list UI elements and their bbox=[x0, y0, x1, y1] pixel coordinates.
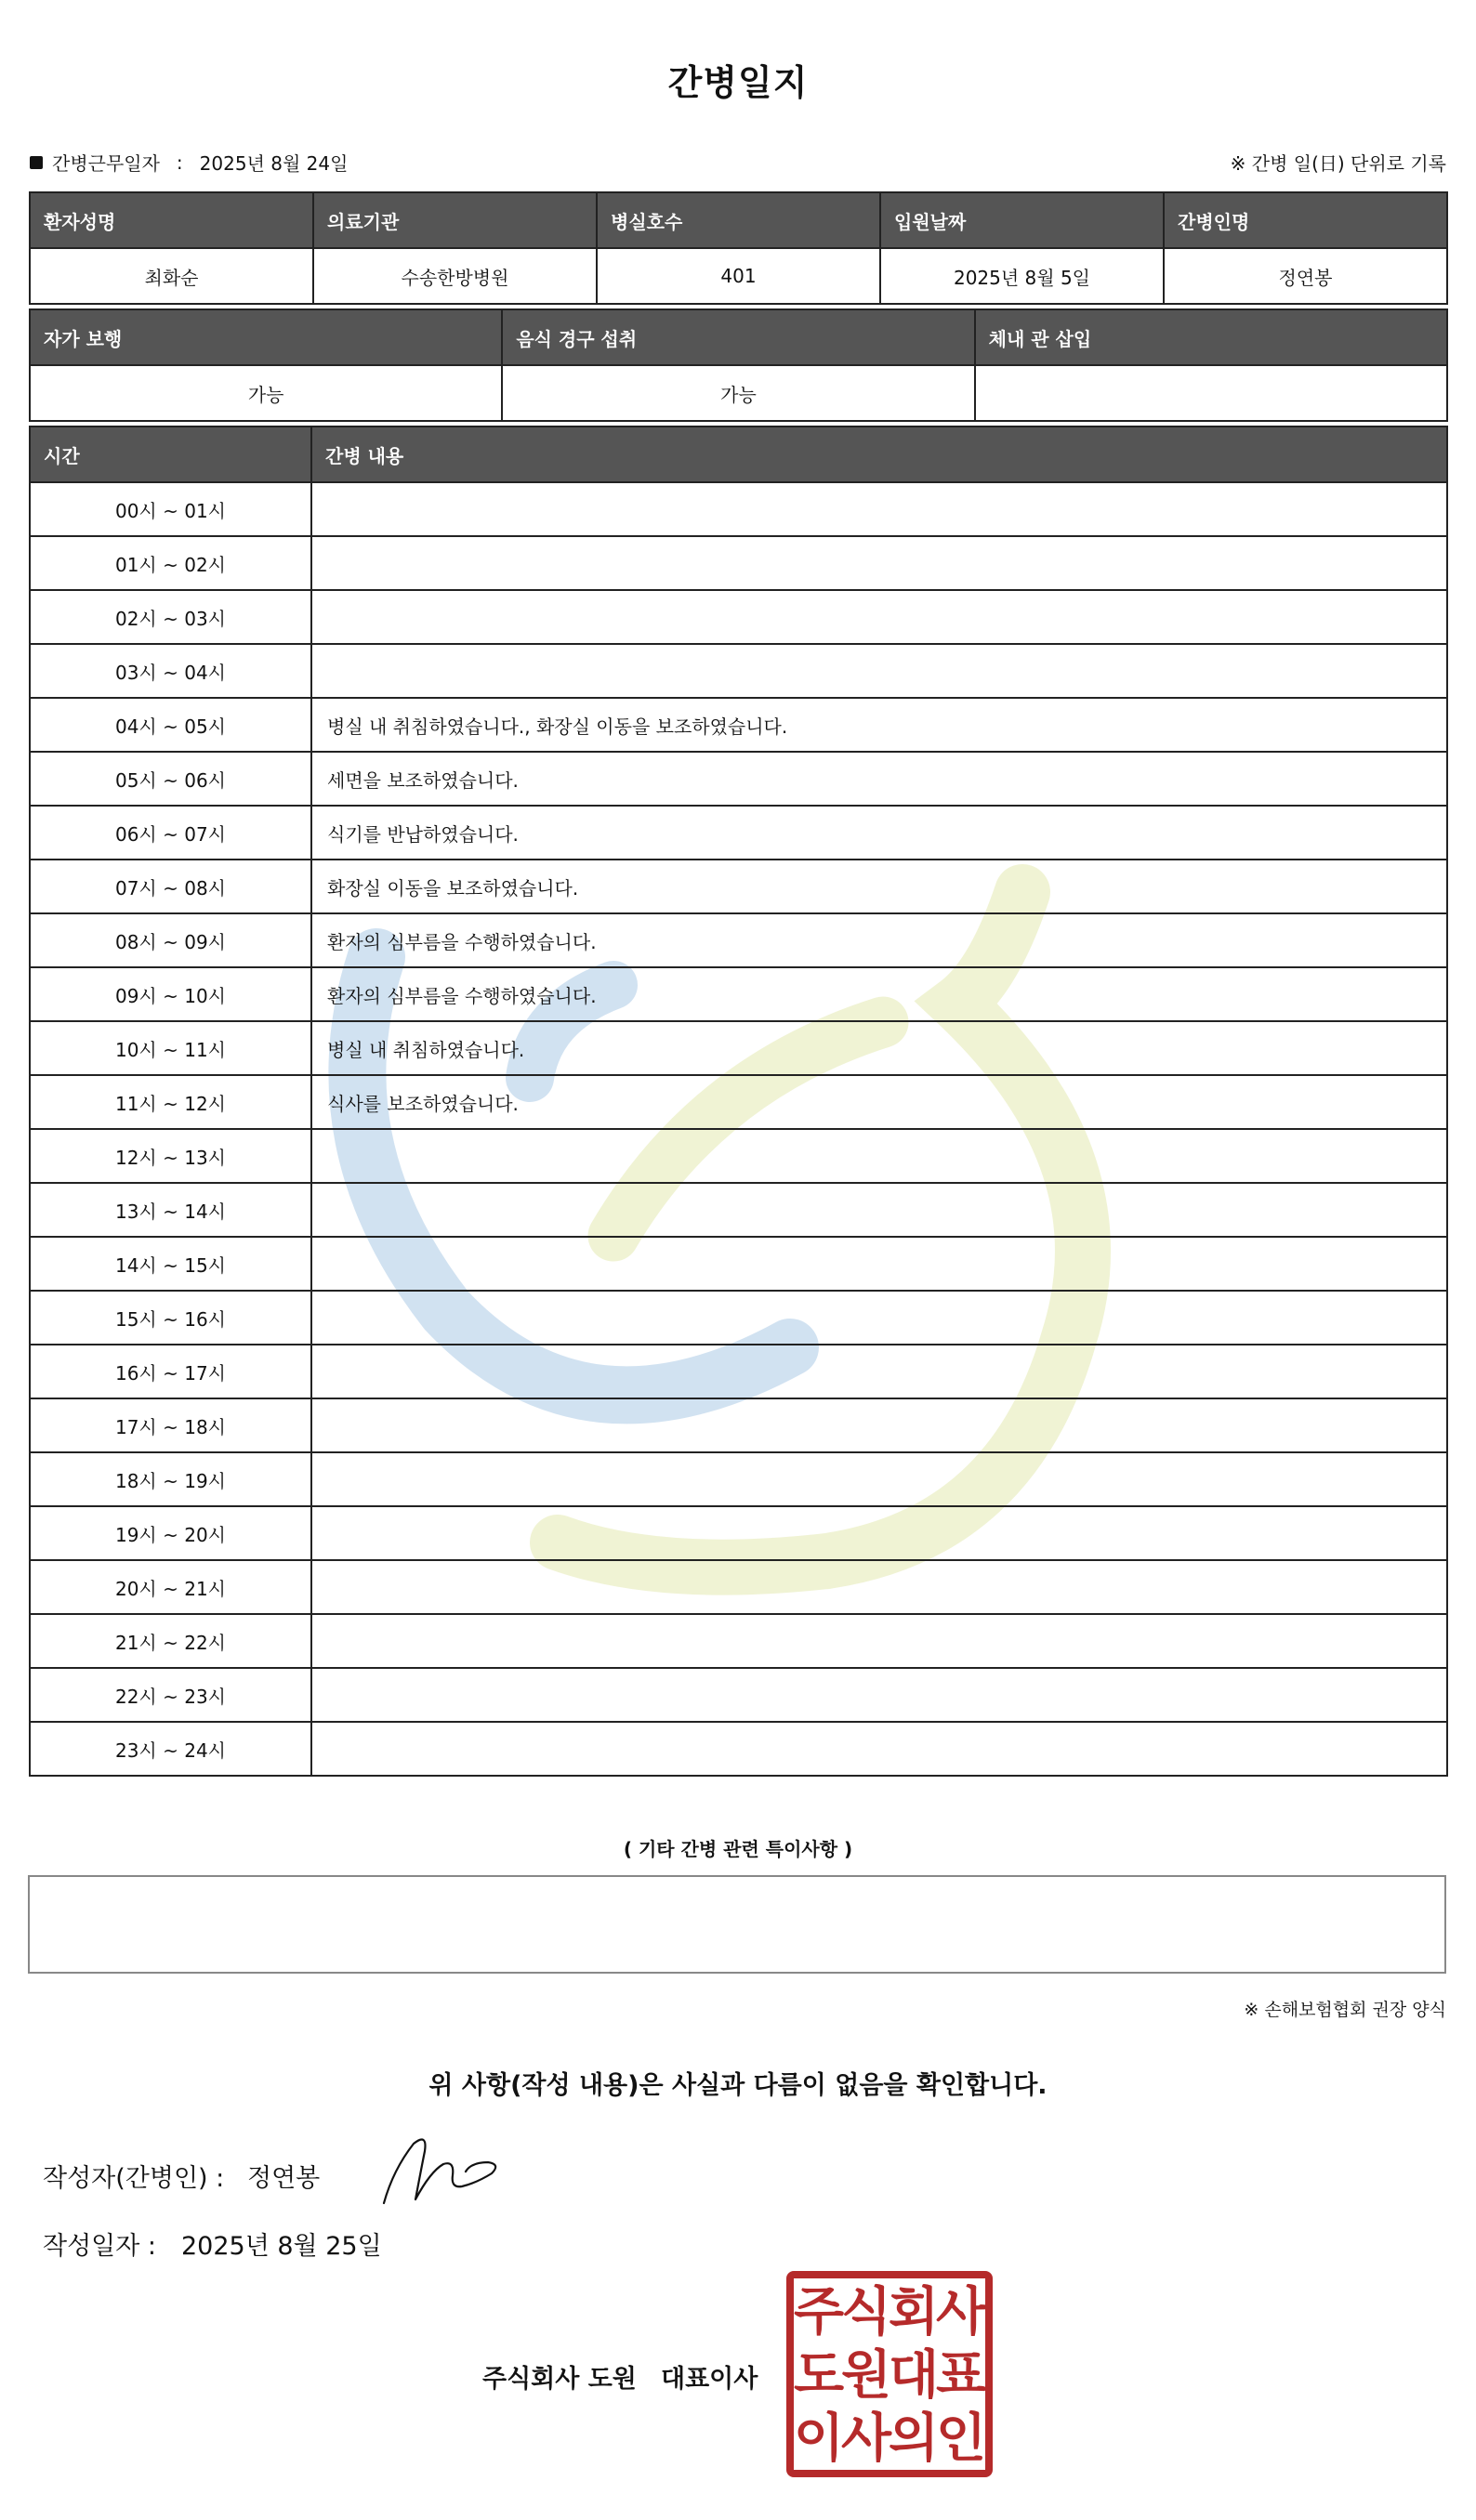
care-log-row bbox=[30, 1614, 1447, 1668]
care-log-row bbox=[30, 967, 1447, 1021]
care-log-content: 병실 내 취침하였습니다., 화장실 이동을 보조하였습니다. bbox=[311, 698, 1447, 752]
care-log-row bbox=[30, 1129, 1447, 1183]
header-patient-name: 환자성명 bbox=[30, 192, 313, 248]
care-log-time: 13시 ~ 14시 bbox=[30, 1183, 311, 1237]
work-date-label: 간병근무일자 bbox=[52, 152, 160, 175]
care-log-time: 15시 ~ 16시 bbox=[30, 1291, 311, 1345]
care-log-time: 23시 ~ 24시 bbox=[30, 1722, 311, 1776]
care-log-time: 17시 ~ 18시 bbox=[30, 1398, 311, 1452]
care-log-content bbox=[311, 1506, 1447, 1560]
care-log-content bbox=[311, 1560, 1447, 1614]
care-log-row bbox=[30, 1722, 1447, 1776]
confirmation-statement: 위 사항(작성 내용)은 사실과 다름이 없음을 확인합니다. bbox=[428, 2071, 1048, 2100]
oral-intake-value: 가능 bbox=[502, 365, 974, 421]
room-number-value: 401 bbox=[597, 248, 880, 304]
care-log-body bbox=[30, 482, 1447, 1776]
care-log-row bbox=[30, 1345, 1447, 1398]
patient-info-header-row bbox=[30, 192, 1447, 248]
header-hospital: 의료기관 bbox=[313, 192, 597, 248]
header-oral-intake: 음식 경구 섭취 bbox=[502, 309, 974, 365]
care-log-row bbox=[30, 644, 1447, 698]
patient-info-table bbox=[29, 191, 1448, 305]
special-notes-title: ( 기타 간병 관련 특이사항 ) bbox=[623, 1838, 853, 1860]
header-room-number: 병실호수 bbox=[597, 192, 880, 248]
seal-character: 원 bbox=[840, 2345, 892, 2406]
care-log-row bbox=[30, 1506, 1447, 1560]
care-log-row bbox=[30, 806, 1447, 860]
page-title: 간병일지 bbox=[667, 62, 809, 103]
care-log-time: 20시 ~ 21시 bbox=[30, 1560, 311, 1614]
care-log-content bbox=[311, 1237, 1447, 1291]
care-log-time: 06시 ~ 07시 bbox=[30, 806, 311, 860]
header-care-content: 간병 내용 bbox=[311, 427, 1447, 482]
work-date-line bbox=[30, 149, 348, 176]
write-date-label: 작성일자 : bbox=[43, 2232, 157, 2261]
care-log-content: 환자의 심부름을 수행하였습니다. bbox=[311, 913, 1447, 967]
seal-character: 사 bbox=[935, 2282, 987, 2343]
header-self-walking: 자가 보행 bbox=[30, 309, 502, 365]
care-log-content bbox=[311, 1614, 1447, 1668]
care-log-content: 세면을 보조하였습니다. bbox=[311, 752, 1447, 806]
care-log-header-row bbox=[30, 427, 1447, 482]
care-log-row bbox=[30, 1075, 1447, 1129]
header-tube-insertion: 체내 관 삽입 bbox=[975, 309, 1447, 365]
care-log-time: 04시 ~ 05시 bbox=[30, 698, 311, 752]
care-log-row bbox=[30, 482, 1447, 536]
care-log-time: 12시 ~ 13시 bbox=[30, 1129, 311, 1183]
care-log-row bbox=[30, 1452, 1447, 1506]
care-log-time: 22시 ~ 23시 bbox=[30, 1668, 311, 1722]
care-log-row bbox=[30, 536, 1447, 590]
patient-status-table bbox=[29, 308, 1448, 422]
care-log-row bbox=[30, 1183, 1447, 1237]
care-log-row bbox=[30, 1291, 1447, 1345]
admission-date-value: 2025년 8월 5일 bbox=[880, 248, 1164, 304]
company-name: 주식회사 도원 bbox=[482, 2365, 637, 2394]
care-log-content bbox=[311, 482, 1447, 536]
care-log-row bbox=[30, 1237, 1447, 1291]
care-log-content bbox=[311, 536, 1447, 590]
work-date-value: 2025년 8월 24일 bbox=[199, 152, 349, 175]
care-log-time: 00시 ~ 01시 bbox=[30, 482, 311, 536]
self-walking-value: 가능 bbox=[30, 365, 502, 421]
header-admission-date: 입원날짜 bbox=[880, 192, 1164, 248]
care-log-time: 01시 ~ 02시 bbox=[30, 536, 311, 590]
care-log-row bbox=[30, 1668, 1447, 1722]
care-log-time: 21시 ~ 22시 bbox=[30, 1614, 311, 1668]
care-log-content: 환자의 심부름을 수행하였습니다. bbox=[311, 967, 1447, 1021]
write-date-value: 2025년 8월 25일 bbox=[181, 2232, 382, 2261]
tube-insertion-value bbox=[975, 365, 1447, 421]
handwritten-signature-icon bbox=[376, 2133, 502, 2209]
ceo-title: 대표이사 bbox=[661, 2365, 758, 2394]
care-log-time: 03시 ~ 04시 bbox=[30, 644, 311, 698]
header-caregiver-name: 간병인명 bbox=[1164, 192, 1447, 248]
bullet-square-icon bbox=[30, 156, 43, 169]
care-log-content: 병실 내 취침하였습니다. bbox=[311, 1021, 1447, 1075]
care-log-row bbox=[30, 590, 1447, 644]
care-log-time: 08시 ~ 09시 bbox=[30, 913, 311, 967]
seal-character: 회 bbox=[888, 2282, 940, 2343]
care-log-content bbox=[311, 1452, 1447, 1506]
seal-character: 이 bbox=[793, 2408, 845, 2469]
care-log-time: 11시 ~ 12시 bbox=[30, 1075, 311, 1129]
care-log-content: 식사를 보조하였습니다. bbox=[311, 1075, 1447, 1129]
hospital-value: 수송한방병원 bbox=[313, 248, 597, 304]
care-log-row bbox=[30, 1021, 1447, 1075]
caregiver-name-value: 정연봉 bbox=[1164, 248, 1447, 304]
seal-character: 식 bbox=[840, 2282, 892, 2343]
header-time: 시간 bbox=[30, 427, 311, 482]
care-log-time: 09시 ~ 10시 bbox=[30, 967, 311, 1021]
care-log-content bbox=[311, 1291, 1447, 1345]
seal-character: 의 bbox=[888, 2408, 940, 2469]
special-notes-box bbox=[28, 1875, 1446, 1974]
care-log-content: 화장실 이동을 보조하였습니다. bbox=[311, 860, 1447, 913]
care-log-time: 14시 ~ 15시 bbox=[30, 1237, 311, 1291]
care-log-row bbox=[30, 698, 1447, 752]
care-log-content bbox=[311, 1398, 1447, 1452]
record-note: ※ 간병 일(日) 단위로 기록 bbox=[1230, 152, 1446, 175]
writer-label: 작성자(간병인) : bbox=[43, 2164, 225, 2193]
company-seal-icon bbox=[785, 2270, 994, 2478]
seal-character: 주 bbox=[793, 2282, 845, 2343]
care-log-row bbox=[30, 913, 1447, 967]
association-notice: ※ 손해보험협회 권장 양식 bbox=[1244, 2000, 1446, 2020]
care-log-row bbox=[30, 1398, 1447, 1452]
care-log-content bbox=[311, 1722, 1447, 1776]
seal-character: 인 bbox=[935, 2408, 987, 2469]
care-log-time: 05시 ~ 06시 bbox=[30, 752, 311, 806]
care-log-time: 18시 ~ 19시 bbox=[30, 1452, 311, 1506]
writer-name: 정연봉 bbox=[247, 2164, 321, 2193]
special-notes-content bbox=[30, 1877, 1444, 1899]
care-log-time: 16시 ~ 17시 bbox=[30, 1345, 311, 1398]
care-log-content bbox=[311, 1668, 1447, 1722]
care-log-content bbox=[311, 1345, 1447, 1398]
care-log-content bbox=[311, 1183, 1447, 1237]
care-log-table bbox=[29, 426, 1448, 1777]
care-log-row bbox=[30, 860, 1447, 913]
care-log-content: 식기를 반납하였습니다. bbox=[311, 806, 1447, 860]
care-log-time: 07시 ~ 08시 bbox=[30, 860, 311, 913]
seal-character: 대 bbox=[888, 2345, 940, 2406]
care-log-content bbox=[311, 1129, 1447, 1183]
care-log-time: 10시 ~ 11시 bbox=[30, 1021, 311, 1075]
care-log-row bbox=[30, 752, 1447, 806]
patient-info-value-row bbox=[30, 248, 1447, 304]
care-log-time: 19시 ~ 20시 bbox=[30, 1506, 311, 1560]
work-date-separator: : bbox=[176, 151, 183, 174]
care-log-row bbox=[30, 1560, 1447, 1614]
care-log-time: 02시 ~ 03시 bbox=[30, 590, 311, 644]
care-log-content bbox=[311, 590, 1447, 644]
seal-character: 사 bbox=[840, 2408, 892, 2469]
status-value-row bbox=[30, 365, 1447, 421]
seal-character: 도 bbox=[793, 2345, 845, 2406]
status-header-row bbox=[30, 309, 1447, 365]
patient-name-value: 최화순 bbox=[30, 248, 313, 304]
seal-character: 표 bbox=[935, 2345, 987, 2406]
care-log-content bbox=[311, 644, 1447, 698]
